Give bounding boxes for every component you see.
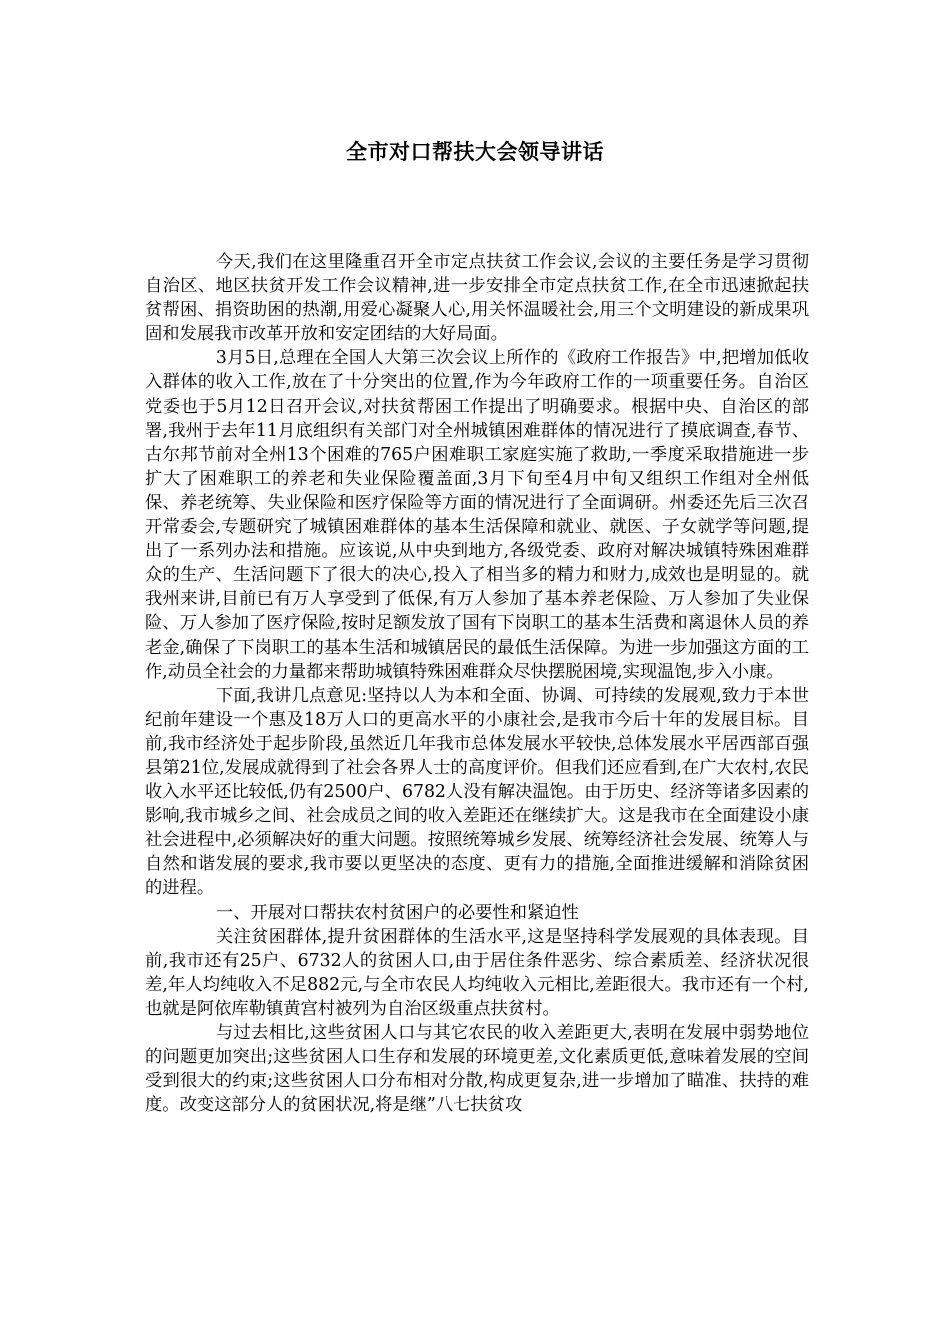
paragraph-poverty-status: 关注贫困群体,提升贫困群体的生活水平,这是坚持科学发展观的具体表现。目前,我市还有25户、6732人的贫困人口,由于居住条件恶劣、综合素质差、经济状况很差,年人均纯收入不足882元,与全市农民人均纯收入元相比,差距很大。我市还有一个村,也就是阿依库勒镇黄宫村被列为自治区级重点扶贫村。: [145, 926, 809, 1019]
paragraph-background: 3月5日,总理在全国人大第三次会议上所作的《政府工作报告》中,把增加低收入群体的收入工作,放在了十分突出的位置,作为今年政府工作的一项重要任务。自治区党委也于5月12日召开会议,对扶贫帮困工作提出了明确要求。根据中央、自治区的部署,我州于去年11月底组织有关部门对全州城镇困难群体的情况进行了摸底调查,春节、古尔邦节前对全州13个困难的765户困难职工家庭实施了救助,一季度采取措施进一步扩大了困难职工的养老和失业保险覆盖面,3月下旬至4月中旬又组织工作组对全州低保、养老统筹、失业保险和医疗保险等方面的情况进行了全面调研。州委还先后三次召开常委会,专题研究了城镇困难群体的基本生活保障和就业、就医、子女就学等问题,提出了一系列办法和措施。应该说,从中央到地方,各级党委、政府对解决城镇特殊困难群众的生产、生活问题下了很大的决心,投入了相当多的精力和财力,成效也是明显的。就我州来讲,目前已有万人享受到了低保,有万人参加了基本养老保险、万人参加了失业保险、万人参加了医疗保险,按时足额发放了国有下岗职工的基本生活费和离退休人员的养老金,确保了下岗职工的基本生活和城镇居民的最低生活保障。为进一步加强这方面的工作,动员全社会的力量都来帮助城镇特殊困难群众尽快摆脱困境,实现温饱,步入小康。: [145, 348, 809, 682]
document-body: [145, 250, 809, 1117]
document-title: 全市对口帮扶大会领导讲话: [346, 140, 604, 164]
paragraph-opening: 今天,我们在这里隆重召开全市定点扶贫工作会议,会议的主要任务是学习贯彻自治区、地区扶贫开发工作会议精神,进一步安排全市定点扶贫工作,在全市迅速掀起扶贫帮困、捐资助困的热潮,用爱心凝聚人心,用关怀温暖社会,用三个文明建设的新成果巩固和发展我市改革开放和安定团结的大好局面。: [145, 252, 809, 345]
section-heading-1: 一、开展对口帮扶农村贫困户的必要性和紧迫性: [215, 902, 579, 923]
paragraph-comparison: 与过去相比,这些贫困人口与其它农民的收入差距更大,表明在发展中弱势地位的问题更加突出;这些贫困人口生存和发展的环境更差,文化素质更低,意味着发展的空间受到很大的约束;这些贫困人口分布相对分散,构成更复杂,进一步增加了瞄准、扶持的难度。改变这部分人的贫困状况,将是继”八七扶贫攻: [145, 1023, 809, 1116]
paragraph-opinions: 下面,我讲几点意见:坚持以人为本和全面、协调、可持续的发展观,致力于本世纪前年建设一个惠及18万人口的更高水平的小康社会,是我市今后十年的发展目标。目前,我市经济处于起步阶段,虽然近几年我市总体发展水平较快,总体发展水平居西部百强县第21位,发展成就得到了社会各界人士的高度评价。但我们还应看到,在广大农村,农民收入水平还比较低,仍有2500户、6782人没有解决温饱。由于历史、经济等诸多因素的影响,我市城乡之间、社会成员之间的收入差距还在继续扩大。这是我市在全面建设小康社会进程中,必须解决好的重大问题。按照统筹城乡发展、统筹经济社会发展、统筹人与自然和谐发展的要求,我市要以更坚决的态度、更有力的措施,全面推进缓解和消除贫困的进程。: [145, 685, 809, 899]
